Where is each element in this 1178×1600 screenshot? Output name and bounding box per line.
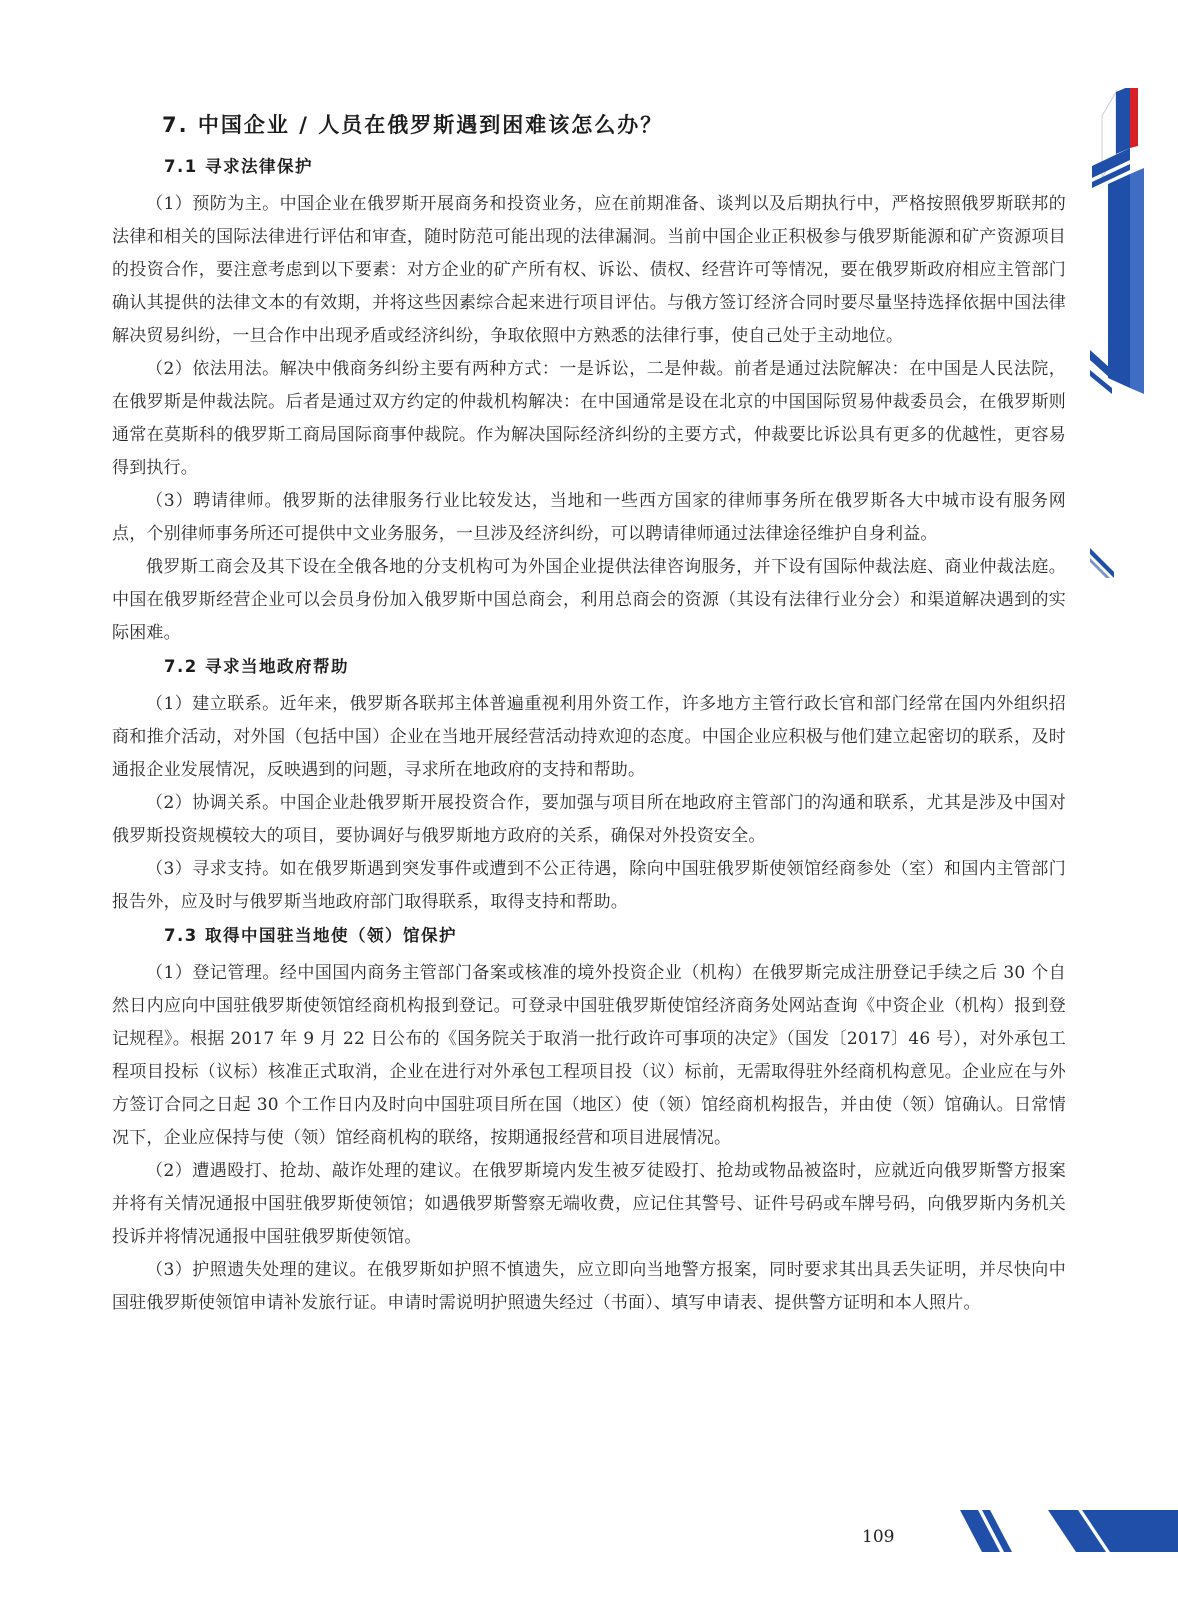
- page-title: 7. 中国企业 / 人员在俄罗斯遇到困难该怎么办？: [162, 113, 664, 137]
- corner-stripe-decoration: [960, 1510, 1178, 1600]
- paragraph: （2）依法用法。解决中俄商务纠纷主要有两种方式：一是诉讼，二是仲裁。前者是通过法院解决：在中国是人民法院，在俄罗斯是仲裁法院。后者是通过双方约定的仲裁机构解决：在中国通常是设在北京的中国国际贸易仲裁委员会，在俄罗斯则通常在莫斯科的俄罗斯工商局国际商事仲裁院。作为解决国际经济纠纷的主要方式，仲裁要比诉讼具有更多的优越性，更容易得到执行。: [112, 359, 1066, 478]
- paragraph: （2）遭遇殴打、抢劫、敲诈处理的建议。在俄罗斯境内发生被歹徒殴打、抢劫或物品被盗时，应就近向俄罗斯警方报案并将有关情况通报中国驻俄罗斯使领馆；如遇俄罗斯警察无端收费，应记住其警号、证件号码或车牌号码，向俄罗斯内务机关投诉并将情况通报中国驻俄罗斯使领馆。: [112, 1161, 1066, 1247]
- paragraph: （1）登记管理。经中国国内商务主管部门备案或核准的境外投资企业（机构）在俄罗斯完成注册登记手续之后 30 个自然日内应向中国驻俄罗斯使领馆经商机构报到登记。可登录中国驻俄罗斯使馆经济商务处网站查询《中资企业（机构）报到登记规程》。根据 2017 年 9 月 22 日公布的《国务院关于取消一批行政许可事项的决定》（国发〔2017〕46 号），对外承包工程项目投标（议标）核准正式取消，企业在进行对外承包工程项目投（议）标前，无需取得驻外经商机构意见。企业应在与外方签订合同之日起 30 个工作日内及时向中国驻项目所在国（地区）使（领）馆经商机构报告，并由使（领）馆确认。日常情况下，企业应保持与使（领）馆经商机构的联络，按期通报经营和项目进展情况。: [112, 963, 1066, 1148]
- paragraph: 俄罗斯工商会及其下设在全俄各地的分支机构可为外国企业提供法律咨询服务，并下设有国际仲裁法庭、商业仲裁法庭。中国在俄罗斯经营企业可以会员身份加入俄罗斯中国总商会，利用总商会的资源（其设有法律行业分会）和渠道解决遇到的实际困难。: [112, 557, 1066, 643]
- paragraph: （3）聘请律师。俄罗斯的法律服务行业比较发达，当地和一些西方国家的律师事务所在俄罗斯各大中城市设有服务网点，个别律师事务所还可提供中文业务服务，一旦涉及经济纠纷，可以聘请律师通过法律途径维护自身利益。: [112, 491, 1066, 544]
- section-heading-7-3: 7.3 取得中国驻当地使（领）馆保护: [164, 926, 457, 945]
- paragraph: （3）护照遗失处理的建议。在俄罗斯如护照不慎遗失，应立即向当地警方报案，同时要求其出具丢失证明，并尽快向中国驻俄罗斯使领馆申请补发旅行证。申请时需说明护照遗失经过（书面）、填写申请表、提供警方证明和本人照片。: [112, 1260, 1066, 1313]
- page-number: 109: [862, 1527, 895, 1547]
- flag-stripe-decoration: [1090, 88, 1178, 608]
- paragraph: （1）建立联系。近年来，俄罗斯各联邦主体普遍重视利用外资工作，许多地方主管行政长官和部门经常在国内外组织招商和推介活动，对外国（包括中国）企业在当地开展经营活动持欢迎的态度。中国企业应积极与他们建立起密切的联系，及时通报企业发展情况，反映遇到的问题，寻求所在地政府的支持和帮助。: [112, 694, 1066, 780]
- section-heading-7-2: 7.2 寻求当地政府帮助: [164, 657, 349, 676]
- section-heading-7-1: 7.1 寻求法律保护: [164, 157, 313, 176]
- paragraph: （3）寻求支持。如在俄罗斯遇到突发事件或遭到不公正待遇，除向中国驻俄罗斯使领馆经商参处（室）和国内主管部门报告外，应及时与俄罗斯当地政府部门取得联系，取得支持和帮助。: [112, 859, 1066, 912]
- main-content: [112, 108, 1066, 1320]
- paragraph: （2）协调关系。中国企业赴俄罗斯开展投资合作，要加强与项目所在地政府主管部门的沟通和联系，尤其是涉及中国对俄罗斯投资规模较大的项目，要协调好与俄罗斯地方政府的关系，确保对外投资安全。: [112, 793, 1066, 846]
- paragraph: （1）预防为主。中国企业在俄罗斯开展商务和投资业务，应在前期准备、谈判以及后期执行中，严格按照俄罗斯联邦的法律和相关的国际法律进行评估和审查，随时防范可能出现的法律漏洞。当前中国企业正积极参与俄罗斯能源和矿产资源项目的投资合作，要注意考虑到以下要素：对方企业的矿产所有权、诉讼、债权、经营许可等情况，要在俄罗斯政府相应主管部门确认其提供的法律文本的有效期，并将这些因素综合起来进行项目评估。与俄方签订经济合同时要尽量坚持选择依据中国法律解决贸易纠纷，一旦合作中出现矛盾或经济纠纷，争取依照中方熟悉的法律行事，使自己处于主动地位。: [112, 194, 1066, 346]
